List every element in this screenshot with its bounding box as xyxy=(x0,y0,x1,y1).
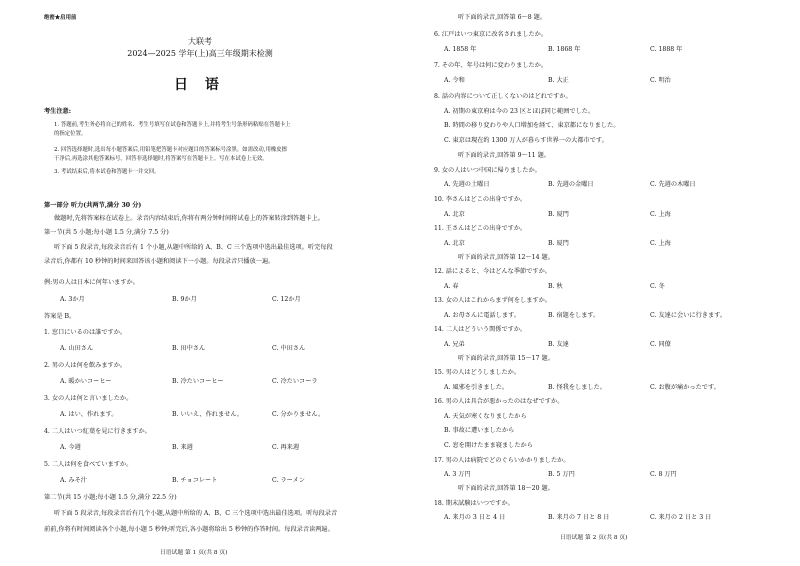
options-11 xyxy=(444,240,784,248)
exam-org: 大联考 xyxy=(188,37,212,46)
option-b: B. 来月の 7 日と 8 日 xyxy=(548,514,610,521)
question-2: 2. 男の人は何を飲みますか。 xyxy=(44,362,127,369)
question-18: 18. 期末試験はいつですか。 xyxy=(434,500,514,507)
options-3 xyxy=(60,411,390,419)
options-7 xyxy=(444,77,784,85)
option-b: B. 秋 xyxy=(548,283,563,290)
question-3: 3. 女の人は何と言いましたか。 xyxy=(44,395,133,402)
option-c: C. 上海 xyxy=(650,211,671,218)
option-a: A. 春 xyxy=(444,283,459,290)
option-b: B. 友達 xyxy=(548,341,569,348)
exam-title: 2024—2025 学年(上)高三年级期末检测 xyxy=(127,49,273,58)
option-c: C. 友達に会いに行きます。 xyxy=(650,312,727,319)
option-a: A. 先週の土曜日 xyxy=(444,181,490,188)
example-options xyxy=(60,296,390,304)
option-c: C. 明治 xyxy=(650,77,671,84)
option-b: B. 5 万円 xyxy=(548,471,575,478)
option-b: B. 厦門 xyxy=(548,240,569,247)
question-1: 1. 窓口にいるのは誰ですか。 xyxy=(44,329,127,336)
question-5: 5. 二人は何を食べていますか。 xyxy=(44,461,133,468)
option-a: A. 3 万円 xyxy=(444,471,471,478)
option-c: C. 分かりません。 xyxy=(272,411,325,418)
option-c: C. 12か月 xyxy=(272,296,301,303)
option-a: A. 3か月 xyxy=(60,296,85,303)
option-a: A. 1858 年 xyxy=(444,46,477,53)
option-b: B. 1868 年 xyxy=(548,46,581,53)
notice-title: 考生注意: xyxy=(44,108,72,115)
part1-title: 第一部分 听力(共两节,满分 30 分) xyxy=(44,202,142,209)
option-c: C. 冬 xyxy=(650,283,665,290)
group-header: 听下面的录音,回答第 12～14 题。 xyxy=(458,254,554,261)
section2-desc: 前前,你将有时间阅读各个小题,每小题 5 秒钟;听完后,各小题将给出 5 秒钟的作答时间。每段录音读两遍。 xyxy=(44,526,334,533)
section2-desc: 听下面 5 段录音,每段录音后有几个小题,从题中所给的 A、B、C 三个选项中选出最佳选项。听每段录音 xyxy=(54,510,338,517)
options-4 xyxy=(60,444,390,452)
section2-title: 第二节(共 15 小题;每小题 1.5 分,满分 22.5 分) xyxy=(44,494,177,501)
option-b: B. 先週の金曜日 xyxy=(548,181,594,188)
option-a: A. 天気が寒くなりましたから xyxy=(444,413,527,420)
options-13 xyxy=(444,312,784,320)
option-a: A. 山田さん xyxy=(60,345,94,352)
option-b: B. いいえ、作れません。 xyxy=(172,411,244,418)
page-2 xyxy=(400,0,800,566)
question-17: 17. 男の人は病院でどのぐらいかかりましたか。 xyxy=(434,457,570,464)
options-12 xyxy=(444,283,784,291)
question-9: 9. 女の人はいつ中国に帰りましたか。 xyxy=(434,167,541,174)
option-b: B. チョコレート xyxy=(172,477,218,484)
option-a: A. 来月の 3 日と 4 日 xyxy=(444,514,506,521)
question-14: 14. 二人はどういう関係ですか。 xyxy=(434,326,527,333)
question-7: 7. その年、年号は何に変わりましたか。 xyxy=(434,62,548,69)
option-c: C. 冷たいコーラ xyxy=(272,378,318,385)
option-a: A. 初期の東京府は今の 23 区とほぼ同じ範囲でした。 xyxy=(444,108,595,115)
question-10: 10. 李さんはどこの出身ですか。 xyxy=(434,196,527,203)
option-b: B. 田中さん xyxy=(172,345,206,352)
option-c: C. 同僚 xyxy=(650,341,671,348)
question-8: 8. 話の内容について正しくないのはどれですか。 xyxy=(434,93,572,100)
question-16: 16. 男の人は具合が悪かったのはなぜですか。 xyxy=(434,398,564,405)
options-2 xyxy=(60,378,390,386)
option-b: B. 来週 xyxy=(172,444,193,451)
option-c: C. 上海 xyxy=(650,240,671,247)
group-header: 听下面的录音,回答第 18～20 题。 xyxy=(458,485,554,492)
option-c: C. 窓を開けたまま寝ましたから xyxy=(444,442,533,449)
part1-desc: 做题时,先将答案标在试卷上。录音内容结束后,你将有两分钟时间将试卷上的答案转涂到答题卡上。 xyxy=(54,215,324,222)
option-a: A. お母さんに電話します。 xyxy=(444,312,520,319)
option-a: A. はい、作れます。 xyxy=(60,411,118,418)
option-b: B. 時間の移り変わりや人口増加を経て、東京都になりました。 xyxy=(444,122,620,129)
options-15 xyxy=(444,384,784,392)
options-18 xyxy=(444,514,784,522)
notice-line: 3. 考试结束后,将本试卷和答题卡一并交回。 xyxy=(54,169,160,175)
option-b: B. 大正 xyxy=(548,77,569,84)
option-b: B. 宿題をします。 xyxy=(548,312,600,319)
group-header: 听下面的录音,回答第 15～17 题。 xyxy=(458,355,554,362)
options-14 xyxy=(444,341,784,349)
option-a: A. 暖かいコーヒー xyxy=(60,378,112,385)
example-question: 例:男の人は日本に何年いますか。 xyxy=(44,279,139,286)
option-c: C. 中田さん xyxy=(272,345,306,352)
option-c: C. 東京は現在約 1300 万人が暮らす世界一の大都市です。 xyxy=(444,137,608,144)
option-c: C. 来月の 2 日と 3 日 xyxy=(650,514,712,521)
page-footer: 日语试题 第 1 页(共 8 页) xyxy=(160,550,228,556)
example-answer: 答案是 B。 xyxy=(44,313,76,320)
notice-line: 干净后,再选涂其他答案标号。回答非选择题时,将答案写在答题卡上。写在本试卷上无效。 xyxy=(54,156,268,162)
option-c: C. お腹が痛かったです。 xyxy=(650,384,720,391)
option-c: C. 先週の木曜日 xyxy=(650,181,696,188)
option-a: A. 今週 xyxy=(60,444,81,451)
option-b: B. 事故に遭いましたから xyxy=(444,427,515,434)
option-c: C. 8 万円 xyxy=(650,471,677,478)
options-10 xyxy=(444,211,784,219)
option-c: C. 1888 年 xyxy=(650,46,683,53)
group-header: 听下面的录音,回答第 9～11 题。 xyxy=(458,152,550,159)
option-c: C. ラーメン xyxy=(272,477,305,484)
option-c: C. 再来週 xyxy=(272,444,300,451)
question-15: 15. 男の人はどうしましたか。 xyxy=(434,369,521,376)
options-6 xyxy=(444,46,784,54)
section1-desc: 录音后,你都有 10 秒钟的时间来回答该小题和阅读下一小题。每段录音只播放一遍。 xyxy=(44,258,275,265)
question-4: 4. 二人はいつ紅葉を見に行きますか。 xyxy=(44,428,151,435)
option-a: A. 北京 xyxy=(444,240,465,247)
options-5 xyxy=(60,477,390,485)
page-footer: 日语试题 第 2 页(共 8 页) xyxy=(560,535,628,541)
question-11: 11. 王さんはどこの出身ですか。 xyxy=(434,225,527,232)
option-b: B. 怪我をしました。 xyxy=(548,384,606,391)
question-12: 12. 話によると、今はどんな季節ですか。 xyxy=(434,268,551,275)
question-13: 13. 女の人はこれからまず何をしますか。 xyxy=(434,297,551,304)
options-17 xyxy=(444,471,784,479)
notice-line: 1. 答题前,考生务必将自己的姓名、考生号填写在试卷和答题卡上,并将考生号条形码粘贴在答题卡上 xyxy=(54,122,291,128)
option-b: B. 冷たいコーヒー xyxy=(172,378,224,385)
section1-title: 第一节(共 5 小题;每小题 1.5 分,满分 7.5 分) xyxy=(44,229,169,236)
subject-title: 日 语 xyxy=(174,77,225,93)
option-a: A. 令和 xyxy=(444,77,465,84)
options-1 xyxy=(60,345,390,353)
option-b: B. 9か月 xyxy=(172,296,197,303)
options-9 xyxy=(444,181,784,189)
group-header: 听下面的录音,回答第 6～8 题。 xyxy=(458,14,547,21)
secret-label: 绝密★启用前 xyxy=(44,15,77,21)
option-a: A. 風邪を引きました。 xyxy=(444,384,509,391)
notice-line: 的指定位置。 xyxy=(54,131,87,137)
option-a: A. 北京 xyxy=(444,211,465,218)
option-a: A. みそ汁 xyxy=(60,477,87,484)
notice-line: 2. 回答选择题时,选出每小题答案后,用铅笔把答题卡对应题目的答案标号涂黑。如需改动,用橡皮擦 xyxy=(54,147,288,153)
section1-desc: 听下面 5 段录音,每段录音后有 1 个小题,从题中所给的 A、B、C 三个选项中选出最佳选项。听完每段 xyxy=(54,244,333,251)
option-a: A. 兄弟 xyxy=(444,341,465,348)
option-b: B. 厦門 xyxy=(548,211,569,218)
question-6: 6. 江戸はいつ東京に改名されましたか。 xyxy=(434,31,548,38)
